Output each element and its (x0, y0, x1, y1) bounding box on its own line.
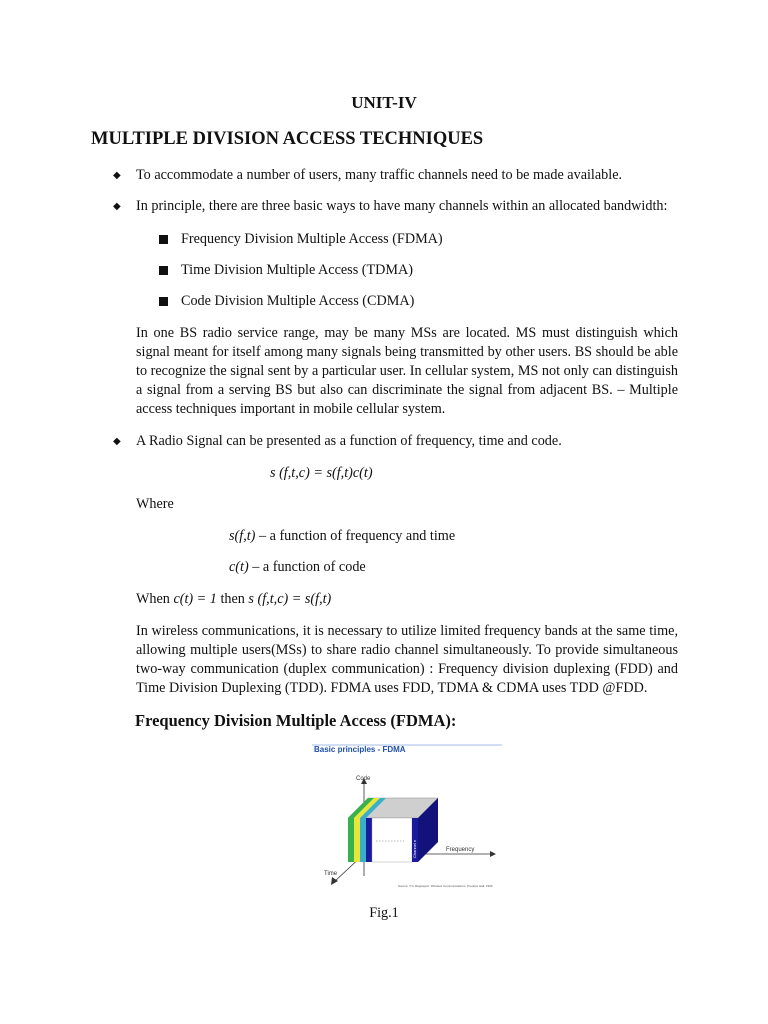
square-bullet (159, 297, 168, 306)
figure-title: Basic principles - FDMA (314, 745, 406, 754)
where-label: Where (136, 496, 174, 512)
time-axis-arrow (331, 877, 338, 885)
bullet-diamond: ◆ (113, 170, 121, 181)
square-bullet (159, 235, 168, 244)
sub-bullet-tdma: Time Division Multiple Access (TDMA) (181, 262, 413, 278)
bullet-text: A Radio Signal can be presented as a function of frequency, time and code. (136, 433, 562, 449)
bullet-diamond: ◆ (113, 201, 121, 212)
bullet-text: To accommodate a number of users, many traffic channels need to be made available. (136, 167, 623, 183)
figure-source: Source: T.S. Rappaport, Wireless Communications, Prentice Hall, 1996 (398, 884, 493, 888)
frequency-axis-label: Frequency (446, 847, 475, 853)
paragraph-wireless: In wireless communications, it is necessary to utilize limited frequency bands at the same time, allowing multiple users(MSs) to share radio channel simultaneously. To provide simultaneous two-way communication (duplex communication) : Frequency division duplexing (FDD) and Time Division Duplexing (TDD). FDMA uses FDD, TDMA & CDMA uses TDD @FDD. (136, 623, 678, 696)
when-condition: c(t) = 1 (173, 591, 217, 607)
formula: s (f,t,c) = s(f,t)c(t) (270, 465, 373, 481)
definition-sft (229, 527, 455, 546)
channel-slice-green (348, 818, 354, 862)
sub-bullet-fdma: Frequency Division Multiple Access (FDMA) (181, 231, 443, 247)
when-result: s (f,t,c) = s(f,t) (248, 591, 332, 607)
figure-caption: Fig.1 (369, 905, 399, 921)
channel-slice-cyan (360, 818, 366, 862)
when-prefix: When (136, 591, 174, 607)
def-symbol: s(f,t) (229, 528, 256, 544)
when-then: then (216, 591, 249, 607)
paragraph-bs-radio: In one BS radio service range, may be many MSs are located. MS must distinguish which signal meant for itself among many signals being transmitted by other users. BS should be able to recognize the signal sent by a particular user. In cellular system, MS not only can distinguish a signal from a serving BS but also can discriminate the signal from adjacent BS. – Multiple access techniques important in mobile cellular system. (136, 325, 678, 417)
when-statement (136, 590, 331, 609)
main-heading: MULTIPLE DIVISION ACCESS TECHNIQUES (91, 129, 484, 149)
square-bullet (159, 266, 168, 275)
unit-title: UNIT-IV (351, 93, 417, 112)
sub-bullet-cdma: Code Division Multiple Access (CDMA) (181, 293, 415, 309)
fdma-figure (312, 738, 508, 890)
def-text: – a function of frequency and time (255, 528, 456, 544)
definition-ct (229, 558, 366, 577)
code-axis-label: Code (356, 776, 371, 782)
bullet-diamond: ◆ (113, 436, 121, 447)
channel-n-label: Channel n (412, 839, 417, 858)
channel-column-1 (366, 818, 372, 862)
frequency-axis-arrow (490, 851, 496, 857)
channel-slice-yellow (354, 818, 360, 862)
def-symbol: c(t) (229, 559, 249, 575)
def-text: – a function of code (248, 559, 366, 575)
bullet-text: In principle, there are three basic ways to have many channels within an allocated bandwidth: (136, 198, 668, 214)
time-axis-label: Time (324, 871, 338, 877)
fdma-heading: Frequency Division Multiple Access (FDMA): (135, 711, 457, 730)
box-front-middle (372, 818, 412, 862)
